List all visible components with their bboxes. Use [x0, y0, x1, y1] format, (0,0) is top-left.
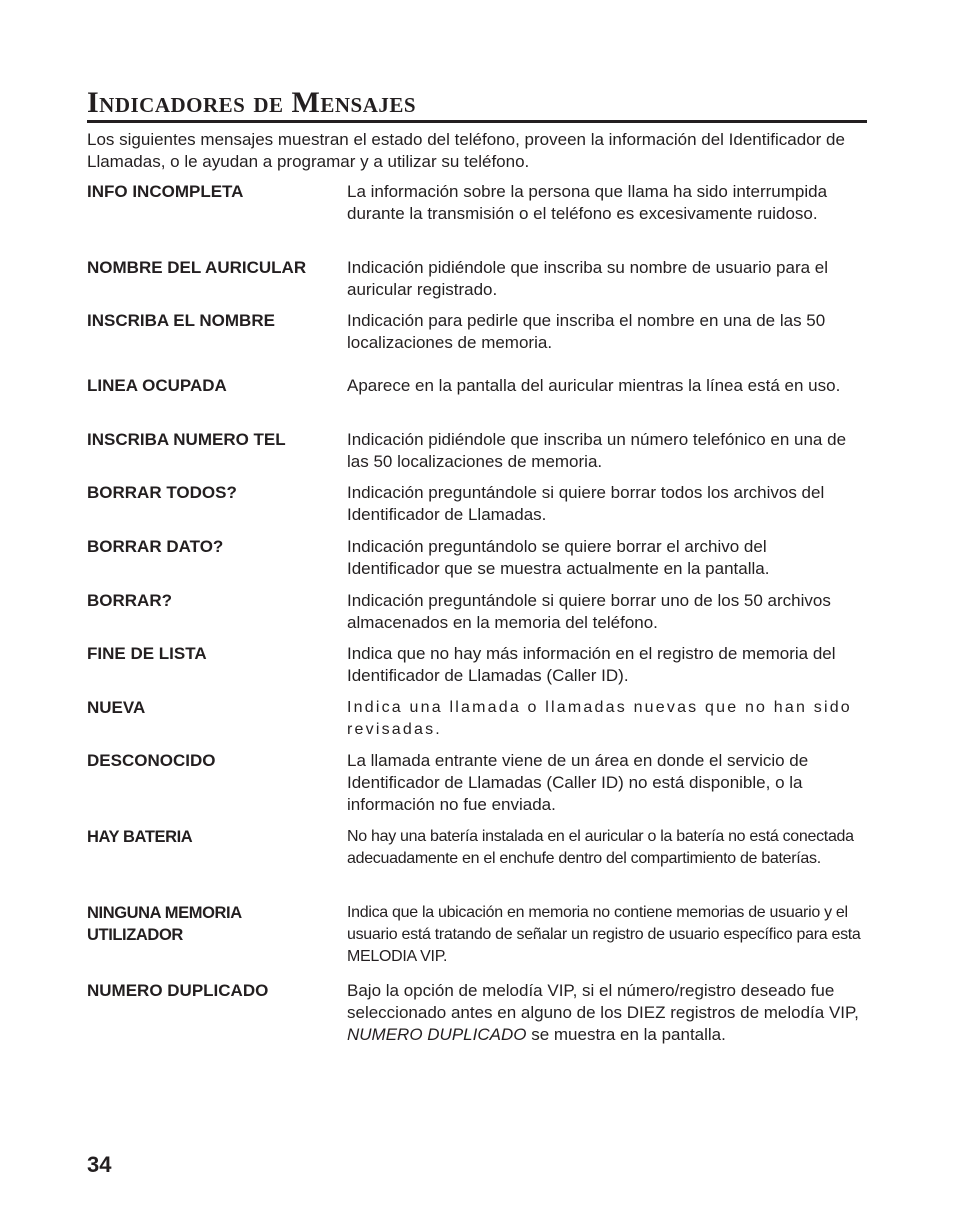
message-term: BORRAR DATO? — [87, 537, 224, 556]
message-definition: Indicación pidiéndole que inscriba un número telefónico en una de las 50 localizaciones de memoria. — [347, 430, 847, 471]
definition-text: se muestra en la pantalla. — [526, 1025, 726, 1044]
message-term: INSCRIBA EL NOMBRE — [87, 311, 275, 330]
message-term: NINGUNA MEMORIA UTILIZADOR — [87, 904, 242, 944]
definition-text: Bajo la opción de melodía VIP, si el número/registro deseado fue seleccionado antes en alguno de los DIEZ registros de melodía VIP, — [347, 981, 859, 1022]
message-term: DESCONOCIDO — [87, 751, 216, 770]
message-definition: Indicación preguntándole si quiere borrar uno de los 50 archivos almacenados en la memoria del teléfono. — [347, 591, 831, 632]
message-term: FINE DE LISTA — [87, 644, 207, 663]
message-term: INSCRIBA NUMERO TEL — [87, 430, 286, 449]
message-definition: Indicación pidiéndole que inscriba su nombre de usuario para el auricular registrado. — [347, 258, 829, 299]
message-term: NOMBRE DEL AURICULAR — [87, 258, 307, 277]
message-definition: Indicación para pedirle que inscriba el nombre en una de las 50 localizaciones de memoria. — [347, 311, 826, 352]
intro-paragraph: Los siguientes mensajes muestran el estado del teléfono, proveen la información del Identificador de Llamadas, o le ayudan a programar y a utilizar su teléfono. — [87, 130, 845, 171]
message-definition: Indica que la ubicación en memoria no contiene memorias de usuario y el usuario está tratando de señalar un registro de usuario específico para esta MELODIA VIP. — [347, 904, 861, 965]
message-list — [87, 0, 867, 1215]
message-term: BORRAR TODOS? — [87, 483, 237, 502]
page-number: 34 — [87, 1152, 112, 1177]
message-definition: Indicación preguntándolo se quiere borrar el archivo del Identificador que se muestra actualmente en la pantalla. — [347, 537, 770, 578]
message-term: NUMERO DUPLICADO — [87, 981, 269, 1000]
message-definition: Indicación preguntándole si quiere borrar todos los archivos del Identificador de Llamadas. — [347, 483, 825, 524]
message-term: NUEVA — [87, 698, 146, 717]
message-definition: Aparece en la pantalla del auricular mientras la línea está en uso. — [347, 376, 841, 395]
message-definition: No hay una batería instalada en el auricular o la batería no está conectada adecuadamente en el enchufe dentro del compartimiento de baterías. — [347, 828, 854, 867]
message-term: HAY BATERIA — [87, 828, 193, 846]
message-definition: Indica una llamada o llamadas nuevas que no han sido revisadas. — [347, 699, 852, 738]
message-definition: La información sobre la persona que llama ha sido interrumpida durante la transmisión o el teléfono es excesivamente ruidoso. — [347, 182, 828, 223]
message-definition — [347, 980, 862, 1046]
message-term: LINEA OCUPADA — [87, 376, 227, 395]
definition-emphasis: NUMERO DUPLICADO — [347, 1025, 527, 1044]
message-definition: La llamada entrante viene de un área en donde el servicio de Identificador de Llamadas (Caller ID) no está disponible, o la información no fue enviada. — [347, 751, 809, 814]
page-title: Indicadores de Mensajes — [87, 86, 417, 119]
message-term: BORRAR? — [87, 591, 172, 610]
message-definition: Indica que no hay más información en el registro de memoria del Identificador de Llamadas (Caller ID). — [347, 644, 836, 685]
message-term: INFO INCOMPLETA — [87, 182, 244, 201]
